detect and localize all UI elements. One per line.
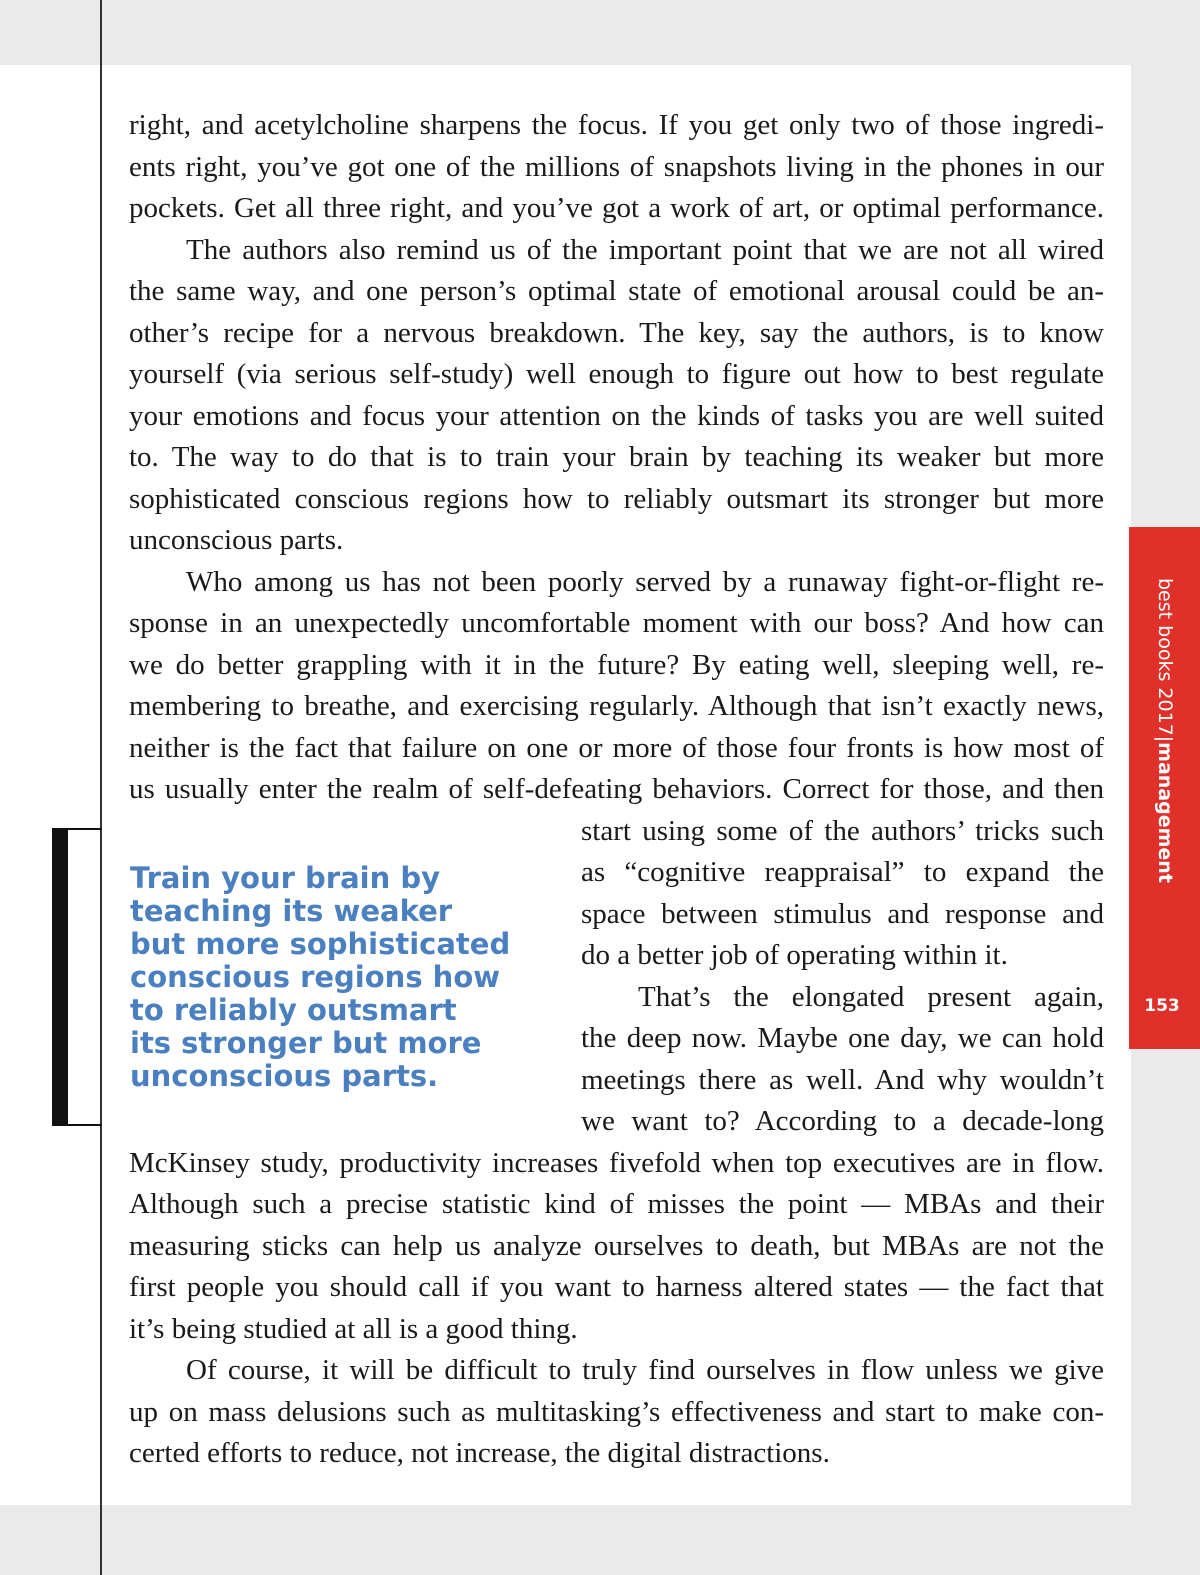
body-line: sponse in an unexpectedly uncomfortable moment with our boss? And how can <box>129 607 1104 639</box>
body-line: measuring sticks can help us analyze ourselves to death, but MBAs are not the <box>129 1229 1104 1262</box>
body-line: first people you should call if you want to harness altered states — the fact that <box>129 1271 1104 1303</box>
body-line: space between stimulus and response and <box>581 897 1104 930</box>
body-line: right, and acetylcholine sharpens the focus. If you get only two of those ingredi- <box>129 109 1104 141</box>
pull-quote-line: Train your brain by <box>130 861 440 895</box>
page-spine-line <box>100 0 102 1575</box>
pull-quote-line: teaching its weaker <box>130 894 453 928</box>
body-line: the same way, and one person’s optimal state of emotional arousal could be an- <box>129 275 1104 307</box>
body-line: That’s the elongated present again, <box>638 980 1104 1013</box>
body-line: ents right, you’ve got one of the millions of snapshots living in the phones in our <box>129 150 1104 183</box>
body-line: sophisticated conscious regions how to reliably outsmart its stronger but more <box>129 482 1104 515</box>
pull-quote-line: unconscious parts. <box>130 1059 439 1093</box>
body-line: yourself (via serious self-study) well enough to figure out how to best regulate <box>129 358 1104 390</box>
pull-quote-line: to reliably outsmart <box>130 993 457 1027</box>
pull-quote-line: but more sophisticated <box>130 927 511 961</box>
section-tab-separator: | <box>1154 735 1176 743</box>
body-line: us usually enter the realm of self-defeating behaviors. Correct for those, and then <box>129 773 1104 805</box>
body-line: pockets. Get all three right, and you’ve got a work of art, or optimal performance. <box>129 192 1104 224</box>
section-tab-section: management <box>1154 742 1176 883</box>
body-line: your emotions and focus your attention on the kinds of tasks you are well suited <box>129 399 1104 432</box>
body-line: start using some of the authors’ tricks such <box>581 814 1104 847</box>
body-line: it’s being studied at all is a good thing. <box>129 1312 578 1345</box>
pull-quote-bracket <box>52 828 102 1126</box>
body-line: neither is the fact that failure on one or more of those four fronts is how most of <box>129 731 1104 764</box>
body-line: do a better job of operating within it. <box>581 939 1008 971</box>
section-tab-prefix: best books 2017 <box>1154 578 1176 736</box>
section-tab-label <box>1154 578 1176 883</box>
body-text <box>129 105 1104 1475</box>
body-line: McKinsey study, productivity increases fivefold when top executives are in flow. <box>129 1146 1104 1179</box>
body-line: to. The way to do that is to train your brain by teaching its weaker but more <box>129 441 1104 473</box>
body-line: The authors also remind us of the important point that we are not all wired <box>186 233 1104 266</box>
body-line: up on mass delusions such as multitasking’s effectiveness and start to make con- <box>129 1395 1104 1428</box>
pull-quote-line: its stronger but more <box>130 1026 482 1060</box>
body-line: other’s recipe for a nervous breakdown. The key, say the authors, is to know <box>129 316 1104 349</box>
body-line: Who among us has not been poorly served by a runaway fight-or-flight re- <box>186 565 1104 598</box>
pull-quote <box>130 862 530 1093</box>
body-line: we do better grappling with it in the future? By eating well, sleeping well, re- <box>129 648 1104 681</box>
body-line: as “cognitive reappraisal” to expand the <box>581 856 1104 888</box>
body-line: the deep now. Maybe one day, we can hold <box>581 1022 1104 1054</box>
body-line: certed efforts to reduce, not increase, the digital distractions. <box>129 1437 830 1469</box>
body-line: unconscious parts. <box>129 524 344 556</box>
pull-quote-line: conscious regions how <box>130 960 501 994</box>
body-line: we want to? According to a decade-long <box>581 1105 1104 1137</box>
body-line: Although such a precise statistic kind of misses the point — MBAs and their <box>129 1188 1104 1220</box>
body-line: meetings there as well. And why wouldn’t <box>581 1063 1104 1096</box>
body-line: membering to breathe, and exercising regularly. Although that isn’t exactly news, <box>129 690 1104 722</box>
body-line: Of course, it will be difficult to truly find ourselves in flow unless we give <box>186 1354 1104 1386</box>
page-number: 153 <box>1144 996 1180 1016</box>
